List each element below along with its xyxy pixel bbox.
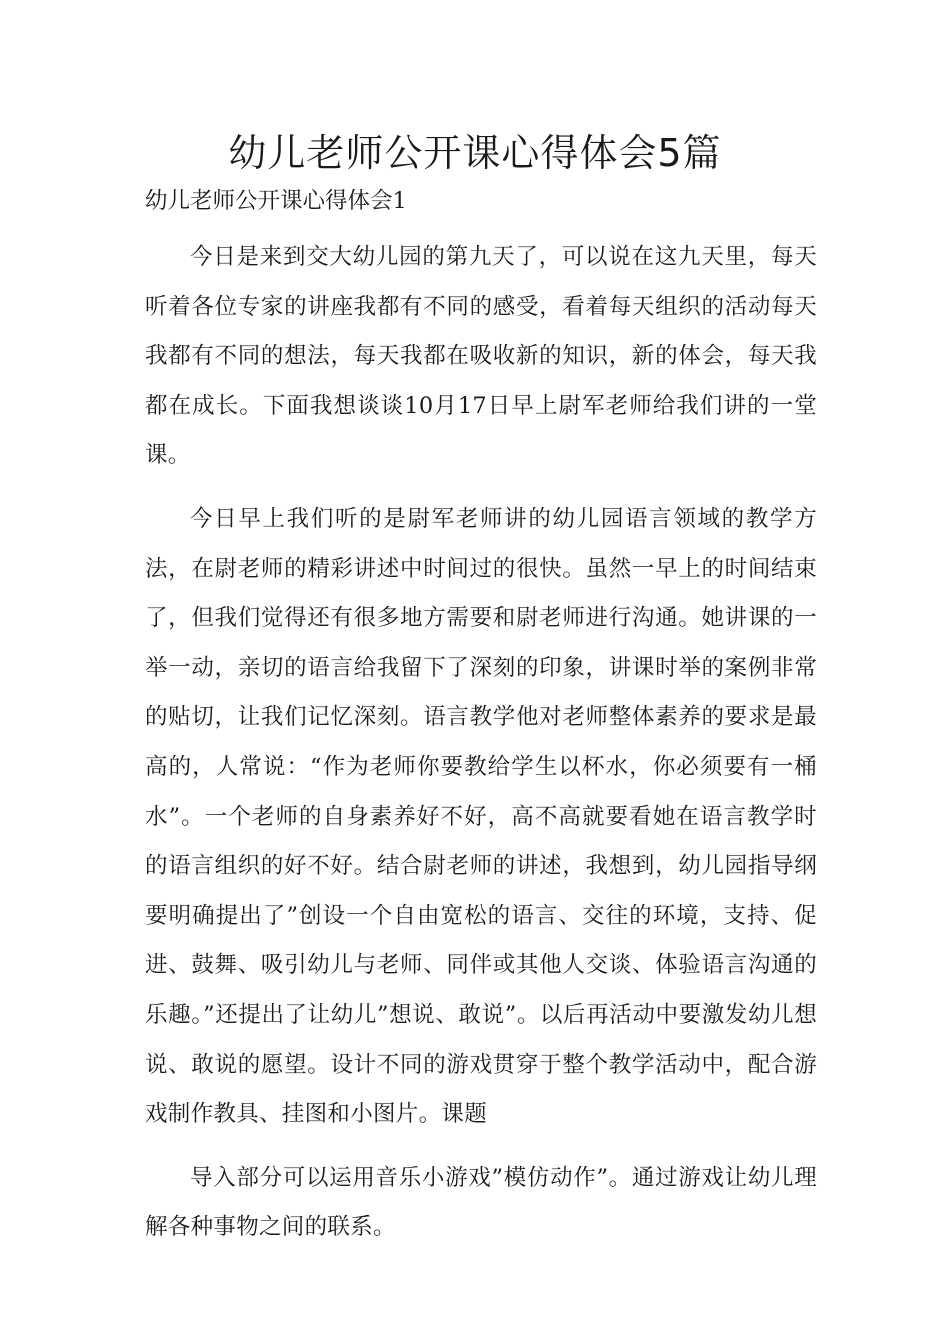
paragraph-1: 今日是来到交大幼儿园的第九天了，可以说在这九天里，每天听着各位专家的讲座我都有不同的感受，看着每天组织的活动每天我都有不同的想法，每天我都在吸收新的知识，新的体会，每天我都在成长。下面我想谈谈10月17日早上尉军老师给我们讲的一堂课。 bbox=[145, 244, 817, 469]
paragraph-3: 导入部分可以运用音乐小游戏”模仿动作”。通过游戏让幼儿理解各种事物之间的联系。 bbox=[145, 1164, 817, 1241]
section-heading: 幼儿老师公开课心得体会1 bbox=[145, 188, 407, 214]
document-body bbox=[145, 183, 817, 1253]
document-title: 幼儿老师公开课心得体会5篇 bbox=[228, 131, 722, 175]
paragraph-2: 今日早上我们听的是尉军老师讲的幼儿园语言领域的教学方法，在尉老师的精彩讲述中时间过的很快。虽然一早上的时间结束了，但我们觉得还有很多地方需要和尉老师进行沟通。她讲课的一举一动，亲切的语言给我留下了深刻的印象，讲课时举的案例非常的贴切，让我们记忆深刻。语言教学他对老师整体素养的要求是最高的，人常说：“作为老师你要教给学生以杯水，你必须要有一桶水”。一个老师的自身素养好不好，高不高就要看她在语言教学时的语言组织的好不好。结合尉老师的讲述，我想到，幼儿园指导纲要明确提出了”创设一个自由宽松的语言、交往的环境，支持、促进、鼓舞、吸引幼儿与老师、同伴或其他人交谈、体验语言沟通的乐趣。”还提出了让幼儿”想说、敢说”。以后再活动中要激发幼儿想说、敢说的愿望。设计不同的游戏贯穿于整个教学活动中，配合游戏制作教具、挂图和小图片。课题 bbox=[145, 505, 817, 1128]
